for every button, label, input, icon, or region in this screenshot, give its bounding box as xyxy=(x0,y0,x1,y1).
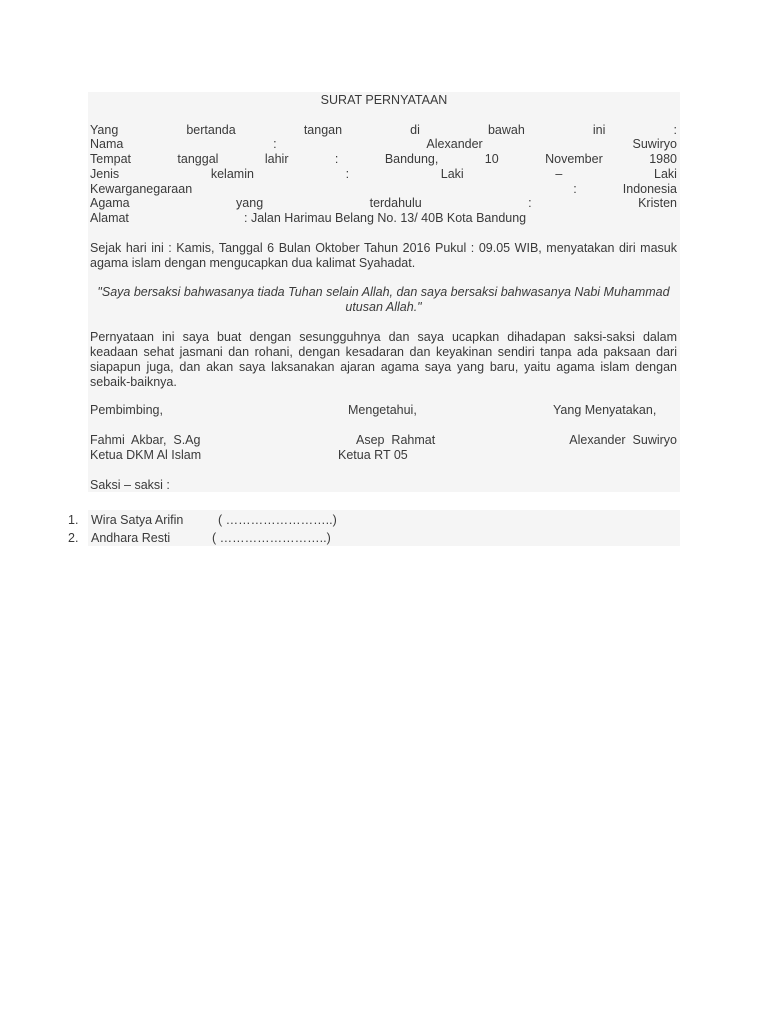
field-token: Jenis xyxy=(90,167,120,181)
field-token: : xyxy=(273,137,277,151)
document-title: SURAT PERNYATAAN xyxy=(320,93,448,107)
field-token: Laki xyxy=(440,167,464,181)
field-token: Bandung, xyxy=(384,152,439,166)
field-token: Kewarganegaraan xyxy=(90,182,193,196)
field-tempat-tanggal-lahir xyxy=(90,152,677,167)
witness-number: 1. xyxy=(68,513,79,527)
field-alamat-label: Alamat xyxy=(90,211,129,225)
witness-signature-line: ( ……………………..) xyxy=(218,513,337,527)
witness-list xyxy=(68,510,680,546)
field-token: yang xyxy=(236,196,264,210)
statement-paragraph: Pernyataan ini saya buat dengan sesungguhnya dan saya ucapkan dihadapan saksi-saksi dalam keadaan sehat jasmani dan rohani, dengan kesadaran dan keyakinan sendiri tanpa ada paksaan dari siapapun juga, dan akan saya laksanakan ajaran agama saya yang baru, yaitu agama islam dengan sebaik-baiknya. xyxy=(90,330,677,389)
field-token: Kristen xyxy=(638,196,677,210)
pembimbing-title: Ketua DKM Al Islam xyxy=(90,448,202,462)
witness-number: 2. xyxy=(68,531,79,545)
field-jenis-kelamin xyxy=(90,167,677,182)
field-token: : xyxy=(345,167,350,181)
intro-word: di xyxy=(410,123,420,137)
field-token: : xyxy=(573,182,577,196)
field-token: – xyxy=(555,167,563,181)
witness-name: Andhara Resti xyxy=(91,531,171,545)
field-nama xyxy=(90,137,677,152)
intro-word: bawah xyxy=(487,123,525,137)
pembimbing-label: Pembimbing, xyxy=(90,403,163,417)
witness-name: Wira Satya Arifin xyxy=(91,513,184,527)
field-token: Suwiryo xyxy=(632,137,677,151)
mengetahui-title: Ketua RT 05 xyxy=(338,448,408,462)
declaration-paragraph: Sejak hari ini : Kamis, Tanggal 6 Bulan Oktober Tahun 2016 Pukul : 09.05 WIB, menyatakan diri masuk agama islam dengan mengucapkan dua kalimat Syahadat. xyxy=(90,241,677,270)
field-token: : xyxy=(528,196,532,210)
field-agama-terdahulu xyxy=(90,196,677,211)
intro-word: : xyxy=(673,123,677,137)
intro-word: Yang xyxy=(90,123,119,137)
pembimbing-name: Fahmi Akbar, S.Ag xyxy=(90,433,201,447)
intro-word: bertanda xyxy=(186,123,236,137)
field-token: November xyxy=(545,152,603,166)
intro-word: tangan xyxy=(303,123,343,137)
field-token: terdahulu xyxy=(369,196,422,210)
field-token: Alexander xyxy=(426,137,483,151)
mengetahui-name: Asep Rahmat xyxy=(356,433,436,447)
field-token: 1980 xyxy=(649,152,677,166)
field-token: 10 xyxy=(484,152,499,166)
field-token: tanggal xyxy=(177,152,219,166)
field-token: Tempat xyxy=(90,152,131,166)
field-token: Indonesia xyxy=(622,182,677,196)
syahadat-quote: "Saya bersaksi bahwasanya tiada Tuhan selain Allah, dan saya bersaksi bahwasanya Nabi Muhammad utusan Allah." xyxy=(97,285,670,314)
saksi-label: Saksi – saksi : xyxy=(90,478,170,492)
intro-line xyxy=(90,123,677,138)
menyatakan-name: Alexander Suwiryo xyxy=(569,433,677,447)
witness-signature-line: ( ……………………..) xyxy=(212,531,331,545)
field-token: Laki xyxy=(654,167,677,181)
field-token: lahir xyxy=(264,152,289,166)
field-token: : xyxy=(334,152,339,166)
field-token: Agama xyxy=(90,196,130,210)
field-alamat-value: : Jalan Harimau Belang No. 13/ 40B Kota Bandung xyxy=(244,211,527,225)
menyatakan-label: Yang Menyatakan, xyxy=(553,403,657,417)
field-kewarganegaraan xyxy=(90,182,677,197)
field-token: Nama xyxy=(90,137,124,151)
intro-word: ini xyxy=(592,123,606,137)
mengetahui-label: Mengetahui, xyxy=(348,403,417,417)
field-token: kelamin xyxy=(210,167,254,181)
statement-document xyxy=(88,92,680,492)
